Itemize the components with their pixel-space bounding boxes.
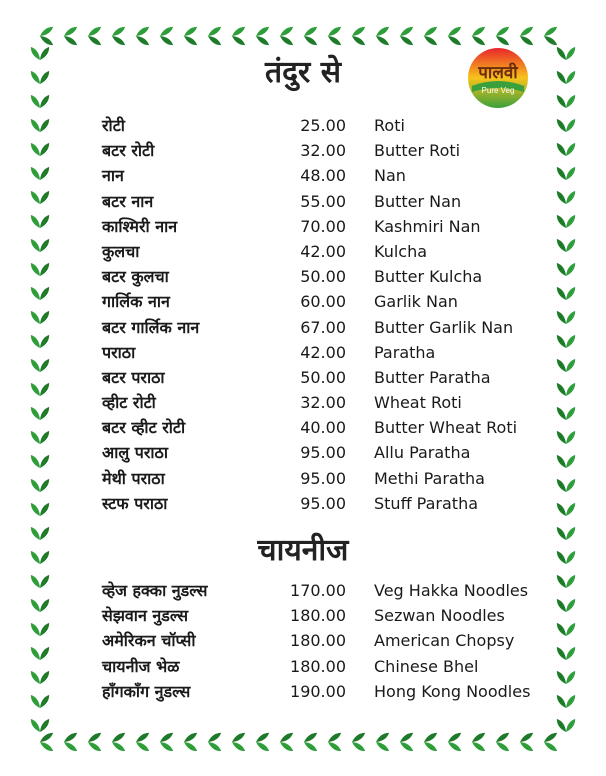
item-price: 95.00 xyxy=(300,468,346,488)
leaf-icon xyxy=(423,731,439,753)
leaf-icon xyxy=(111,731,127,753)
leaf-icon xyxy=(255,731,271,753)
item-name-hindi: बटर नान xyxy=(102,191,154,211)
leaf-icon xyxy=(399,731,415,753)
item-name-hindi: हाँगकाँग नुडल्स xyxy=(102,681,191,701)
leaf-icon xyxy=(375,731,391,753)
leaf-icon xyxy=(159,731,175,753)
menu-item xyxy=(0,392,606,417)
item-name-hindi: बटर गार्लिक नान xyxy=(102,317,200,337)
item-name-english: Kashmiri Nan xyxy=(374,216,481,236)
menu-item xyxy=(0,442,606,467)
leaf-icon xyxy=(279,731,295,753)
leaf-icon xyxy=(543,731,559,753)
leaf-icon xyxy=(495,25,511,47)
item-name-hindi: बटर पराठा xyxy=(102,367,165,387)
leaf-icon xyxy=(327,731,343,753)
leaf-icon xyxy=(471,731,487,753)
item-name-english: Butter Wheat Roti xyxy=(374,418,518,438)
item-name-english: Chinese Bhel xyxy=(374,656,479,676)
section-title-tandoor: तंदुर से xyxy=(264,55,342,90)
menu-item xyxy=(0,605,606,630)
item-name-english: Butter Kulcha xyxy=(374,267,483,287)
leaf-icon xyxy=(111,25,127,47)
item-price: 70.00 xyxy=(300,216,346,236)
item-name-english: Methi Paratha xyxy=(374,468,485,488)
menu-item xyxy=(0,165,606,190)
leaf-icon xyxy=(555,93,577,109)
logo-tagline: Pure Veg xyxy=(481,86,515,95)
item-price: 48.00 xyxy=(300,166,346,186)
item-name-hindi: नान xyxy=(102,166,124,186)
section-title-chinese: चायनीज xyxy=(257,533,349,568)
menu-item xyxy=(0,342,606,367)
item-name-hindi: बटर रोटी xyxy=(102,141,155,161)
item-name-hindi: काश्मिरी नान xyxy=(102,216,178,236)
leaf-icon xyxy=(519,25,535,47)
item-name-english: Stuff Paratha xyxy=(374,493,479,513)
menu-item xyxy=(0,291,606,316)
item-name-hindi: बटर कुलचा xyxy=(102,267,169,287)
item-name-hindi: आलु पराठा xyxy=(102,443,168,463)
item-price: 190.00 xyxy=(290,681,346,701)
leaf-icon xyxy=(543,25,559,47)
logo-text: पालवी xyxy=(478,63,518,83)
leaf-icon xyxy=(351,731,367,753)
item-price: 180.00 xyxy=(290,656,346,676)
item-name-hindi: कुलचा xyxy=(102,241,140,261)
item-price: 170.00 xyxy=(290,581,346,600)
leaf-icon xyxy=(327,25,343,47)
leaf-icon xyxy=(447,731,463,753)
leaf-icon xyxy=(303,25,319,47)
item-price: 55.00 xyxy=(300,191,346,211)
leaf-icon xyxy=(207,25,223,47)
item-price: 32.00 xyxy=(300,393,346,413)
menu-item xyxy=(0,656,606,681)
item-price: 50.00 xyxy=(300,367,346,387)
menu-item xyxy=(0,216,606,241)
menu-item xyxy=(0,140,606,165)
leaf-icon xyxy=(63,25,79,47)
item-name-hindi: पराठा xyxy=(102,342,136,362)
item-price: 25.00 xyxy=(300,116,346,135)
leaf-icon xyxy=(399,25,415,47)
menu-item xyxy=(0,317,606,342)
item-name-hindi: मेथी पराठा xyxy=(102,468,165,488)
leaf-icon xyxy=(423,25,439,47)
leaf-icon xyxy=(279,25,295,47)
item-price: 95.00 xyxy=(300,493,346,513)
item-name-hindi: व्हेज हक्का नुडल्स xyxy=(102,581,208,600)
menu-list-chinese xyxy=(0,580,606,706)
item-name-english: Butter Nan xyxy=(374,191,462,211)
item-name-english: Butter Garlik Nan xyxy=(374,317,514,337)
item-name-hindi: अमेरिकन चॉप्सी xyxy=(102,631,196,651)
item-price: 95.00 xyxy=(300,443,346,463)
item-name-english: Roti xyxy=(374,116,405,135)
item-name-english: Sezwan Noodles xyxy=(374,606,505,626)
leaf-icon xyxy=(87,731,103,753)
leaf-icon xyxy=(29,93,51,109)
leaf-icon xyxy=(39,25,55,47)
item-name-english: Veg Hakka Noodles xyxy=(374,581,529,600)
item-price: 67.00 xyxy=(300,317,346,337)
leaf-icon xyxy=(303,731,319,753)
item-name-english: Butter Roti xyxy=(374,141,461,161)
item-name-english: Paratha xyxy=(374,342,436,362)
item-price: 40.00 xyxy=(300,418,346,438)
item-name-english: American Chopsy xyxy=(374,631,515,651)
menu-item xyxy=(0,468,606,493)
item-name-hindi: चायनीज भेळ xyxy=(102,656,180,676)
leaf-icon xyxy=(375,25,391,47)
item-name-hindi: व्हीट रोटी xyxy=(102,393,156,413)
menu-item xyxy=(0,241,606,266)
leaf-icon xyxy=(255,25,271,47)
leaf-icon xyxy=(29,717,51,733)
leaf-icon xyxy=(63,731,79,753)
item-price: 42.00 xyxy=(300,241,346,261)
item-price: 50.00 xyxy=(300,267,346,287)
leaf-icon xyxy=(159,25,175,47)
item-name-english: Hong Kong Noodles xyxy=(374,681,531,701)
item-price: 42.00 xyxy=(300,342,346,362)
item-name-hindi: सेझवान नुडल्स xyxy=(102,606,189,626)
item-name-hindi: गार्लिक नान xyxy=(102,292,170,312)
item-name-english: Wheat Roti xyxy=(374,393,462,413)
leaf-icon xyxy=(555,717,577,733)
item-price: 32.00 xyxy=(300,141,346,161)
leaf-icon xyxy=(183,25,199,47)
leaf-icon xyxy=(135,25,151,47)
item-price: 180.00 xyxy=(290,606,346,626)
menu-item xyxy=(0,493,606,518)
leaf-icon xyxy=(495,731,511,753)
leaf-icon xyxy=(183,731,199,753)
menu-item xyxy=(0,417,606,442)
item-name-hindi: रोटी xyxy=(102,116,125,135)
leaf-icon xyxy=(231,731,247,753)
item-name-english: Kulcha xyxy=(374,241,428,261)
menu-item xyxy=(0,266,606,291)
item-name-english: Garlik Nan xyxy=(374,292,458,312)
item-price: 60.00 xyxy=(300,292,346,312)
menu-item xyxy=(0,115,606,140)
leaf-icon xyxy=(39,731,55,753)
leaf-icon xyxy=(231,25,247,47)
item-price: 180.00 xyxy=(290,631,346,651)
leaf-icon xyxy=(135,731,151,753)
menu-item xyxy=(0,367,606,392)
leaf-icon xyxy=(519,731,535,753)
item-name-english: Nan xyxy=(374,166,406,186)
item-name-english: Butter Paratha xyxy=(374,367,491,387)
leaf-icon xyxy=(471,25,487,47)
leaf-icon xyxy=(447,25,463,47)
item-name-english: Allu Paratha xyxy=(374,443,471,463)
menu-item xyxy=(0,191,606,216)
item-name-hindi: स्टफ पराठा xyxy=(102,493,168,513)
leaf-icon xyxy=(351,25,367,47)
leaf-icon xyxy=(207,731,223,753)
menu-list-tandoor xyxy=(0,115,606,518)
menu-item xyxy=(0,580,606,605)
menu-item xyxy=(0,630,606,655)
menu-item xyxy=(0,681,606,706)
item-name-hindi: बटर व्हीट रोटी xyxy=(102,418,186,438)
leaf-icon xyxy=(87,25,103,47)
